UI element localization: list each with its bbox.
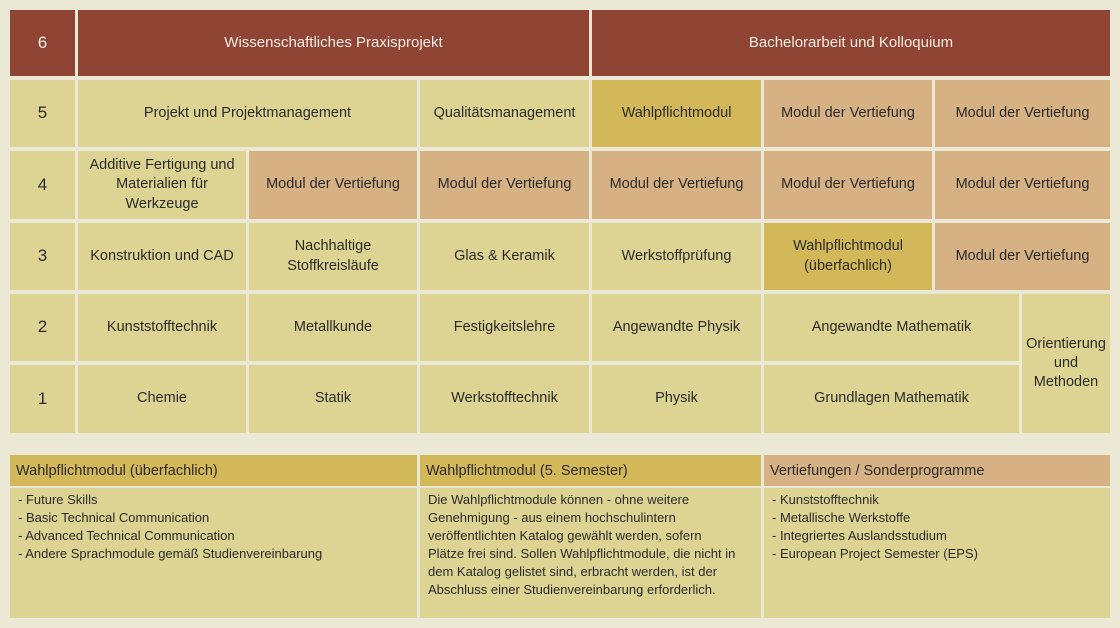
semester-number-1: 1 <box>10 365 75 433</box>
module-vertiefung-5b: Modul der Vertiefung <box>935 80 1110 147</box>
module-stoffkreislaeufe: Nachhaltige Stoffkreisläufe <box>249 223 417 290</box>
legend-title-vertiefungen: Vertiefungen / Sonderprogramme <box>764 455 1110 486</box>
module-bachelorarbeit: Bachelorarbeit und Kolloquium <box>592 10 1110 76</box>
module-glas-keramik: Glas & Keramik <box>420 223 589 290</box>
list-item: - Future Skills <box>18 492 98 507</box>
module-festigkeitslehre: Festigkeitslehre <box>420 294 589 361</box>
module-wahlpflicht-ueberfachlich: Wahlpflichtmodul (überfachlich) <box>764 223 932 290</box>
module-vertiefung-4d: Modul der Vertiefung <box>764 151 932 219</box>
semester-number-4: 4 <box>10 151 75 219</box>
module-vertiefung-4a: Modul der Vertiefung <box>249 151 417 219</box>
module-vertiefung-3: Modul der Vertiefung <box>935 223 1110 290</box>
module-praxisprojekt: Wissenschaftliches Praxisprojekt <box>78 10 589 76</box>
module-projektmanagement: Projekt und Projektmanagement <box>78 80 417 147</box>
module-werkstofftechnik: Werkstofftechnik <box>420 365 589 433</box>
module-statik: Statik <box>249 365 417 433</box>
list-item: - Andere Sprachmodule gemäß Studienvereinbarung <box>18 546 323 561</box>
module-metallkunde: Metallkunde <box>249 294 417 361</box>
module-orientierung-methoden: Orientierung und Methoden <box>1022 294 1110 433</box>
module-werkstoffpruefung: Werkstoffprüfung <box>592 223 761 290</box>
module-qualitaetsmanagement: Qualitätsmanagement <box>420 80 589 147</box>
list-item: - European Project Semester (EPS) <box>772 546 978 561</box>
module-chemie: Chemie <box>78 365 246 433</box>
legend-paragraph: Die Wahlpflichtmodule können - ohne weitere Genehmigung - aus einem hochschulintern veröffentlichten Katalog gewählt werden, sofern Plätze frei sind. Sollen Wahlpflichtmodule, die nicht in dem Katalog gelistet sind, erbracht werden, ist der Abschluss einer Studienvereinbarung erforderlich. <box>428 492 736 597</box>
legend-title-ueberfachlich: Wahlpflichtmodul (überfachlich) <box>10 455 417 486</box>
legend-list-ueberfachlich <box>10 488 417 618</box>
module-kunststofftechnik: Kunststofftechnik <box>78 294 246 361</box>
module-vertiefung-4c: Modul der Vertiefung <box>592 151 761 219</box>
module-angewandte-physik: Angewandte Physik <box>592 294 761 361</box>
semester-number-6: 6 <box>10 10 75 76</box>
legend-title-semester5: Wahlpflichtmodul (5. Semester) <box>420 455 761 486</box>
semester-number-3: 3 <box>10 223 75 290</box>
list-item: - Kunststofftechnik <box>772 492 879 507</box>
list-item: - Advanced Technical Communication <box>18 528 235 543</box>
legend-text-semester5 <box>420 488 761 618</box>
list-item: - Integriertes Auslandsstudium <box>772 528 947 543</box>
module-physik: Physik <box>592 365 761 433</box>
module-grundlagen-mathematik: Grundlagen Mathematik <box>764 365 1019 433</box>
module-wahlpflicht-5: Wahlpflichtmodul <box>592 80 761 147</box>
legend-list-vertiefungen <box>764 488 1110 618</box>
module-additive-fertigung: Additive Fertigung und Materialien für Werkzeuge <box>78 151 246 219</box>
module-vertiefung-4b: Modul der Vertiefung <box>420 151 589 219</box>
module-angewandte-mathematik: Angewandte Mathematik <box>764 294 1019 361</box>
semester-number-2: 2 <box>10 294 75 361</box>
list-item: - Metallische Werkstoffe <box>772 510 911 525</box>
module-konstruktion-cad: Konstruktion und CAD <box>78 223 246 290</box>
list-item: - Basic Technical Communication <box>18 510 210 525</box>
module-vertiefung-5a: Modul der Vertiefung <box>764 80 932 147</box>
module-vertiefung-4e: Modul der Vertiefung <box>935 151 1110 219</box>
semester-number-5: 5 <box>10 80 75 147</box>
